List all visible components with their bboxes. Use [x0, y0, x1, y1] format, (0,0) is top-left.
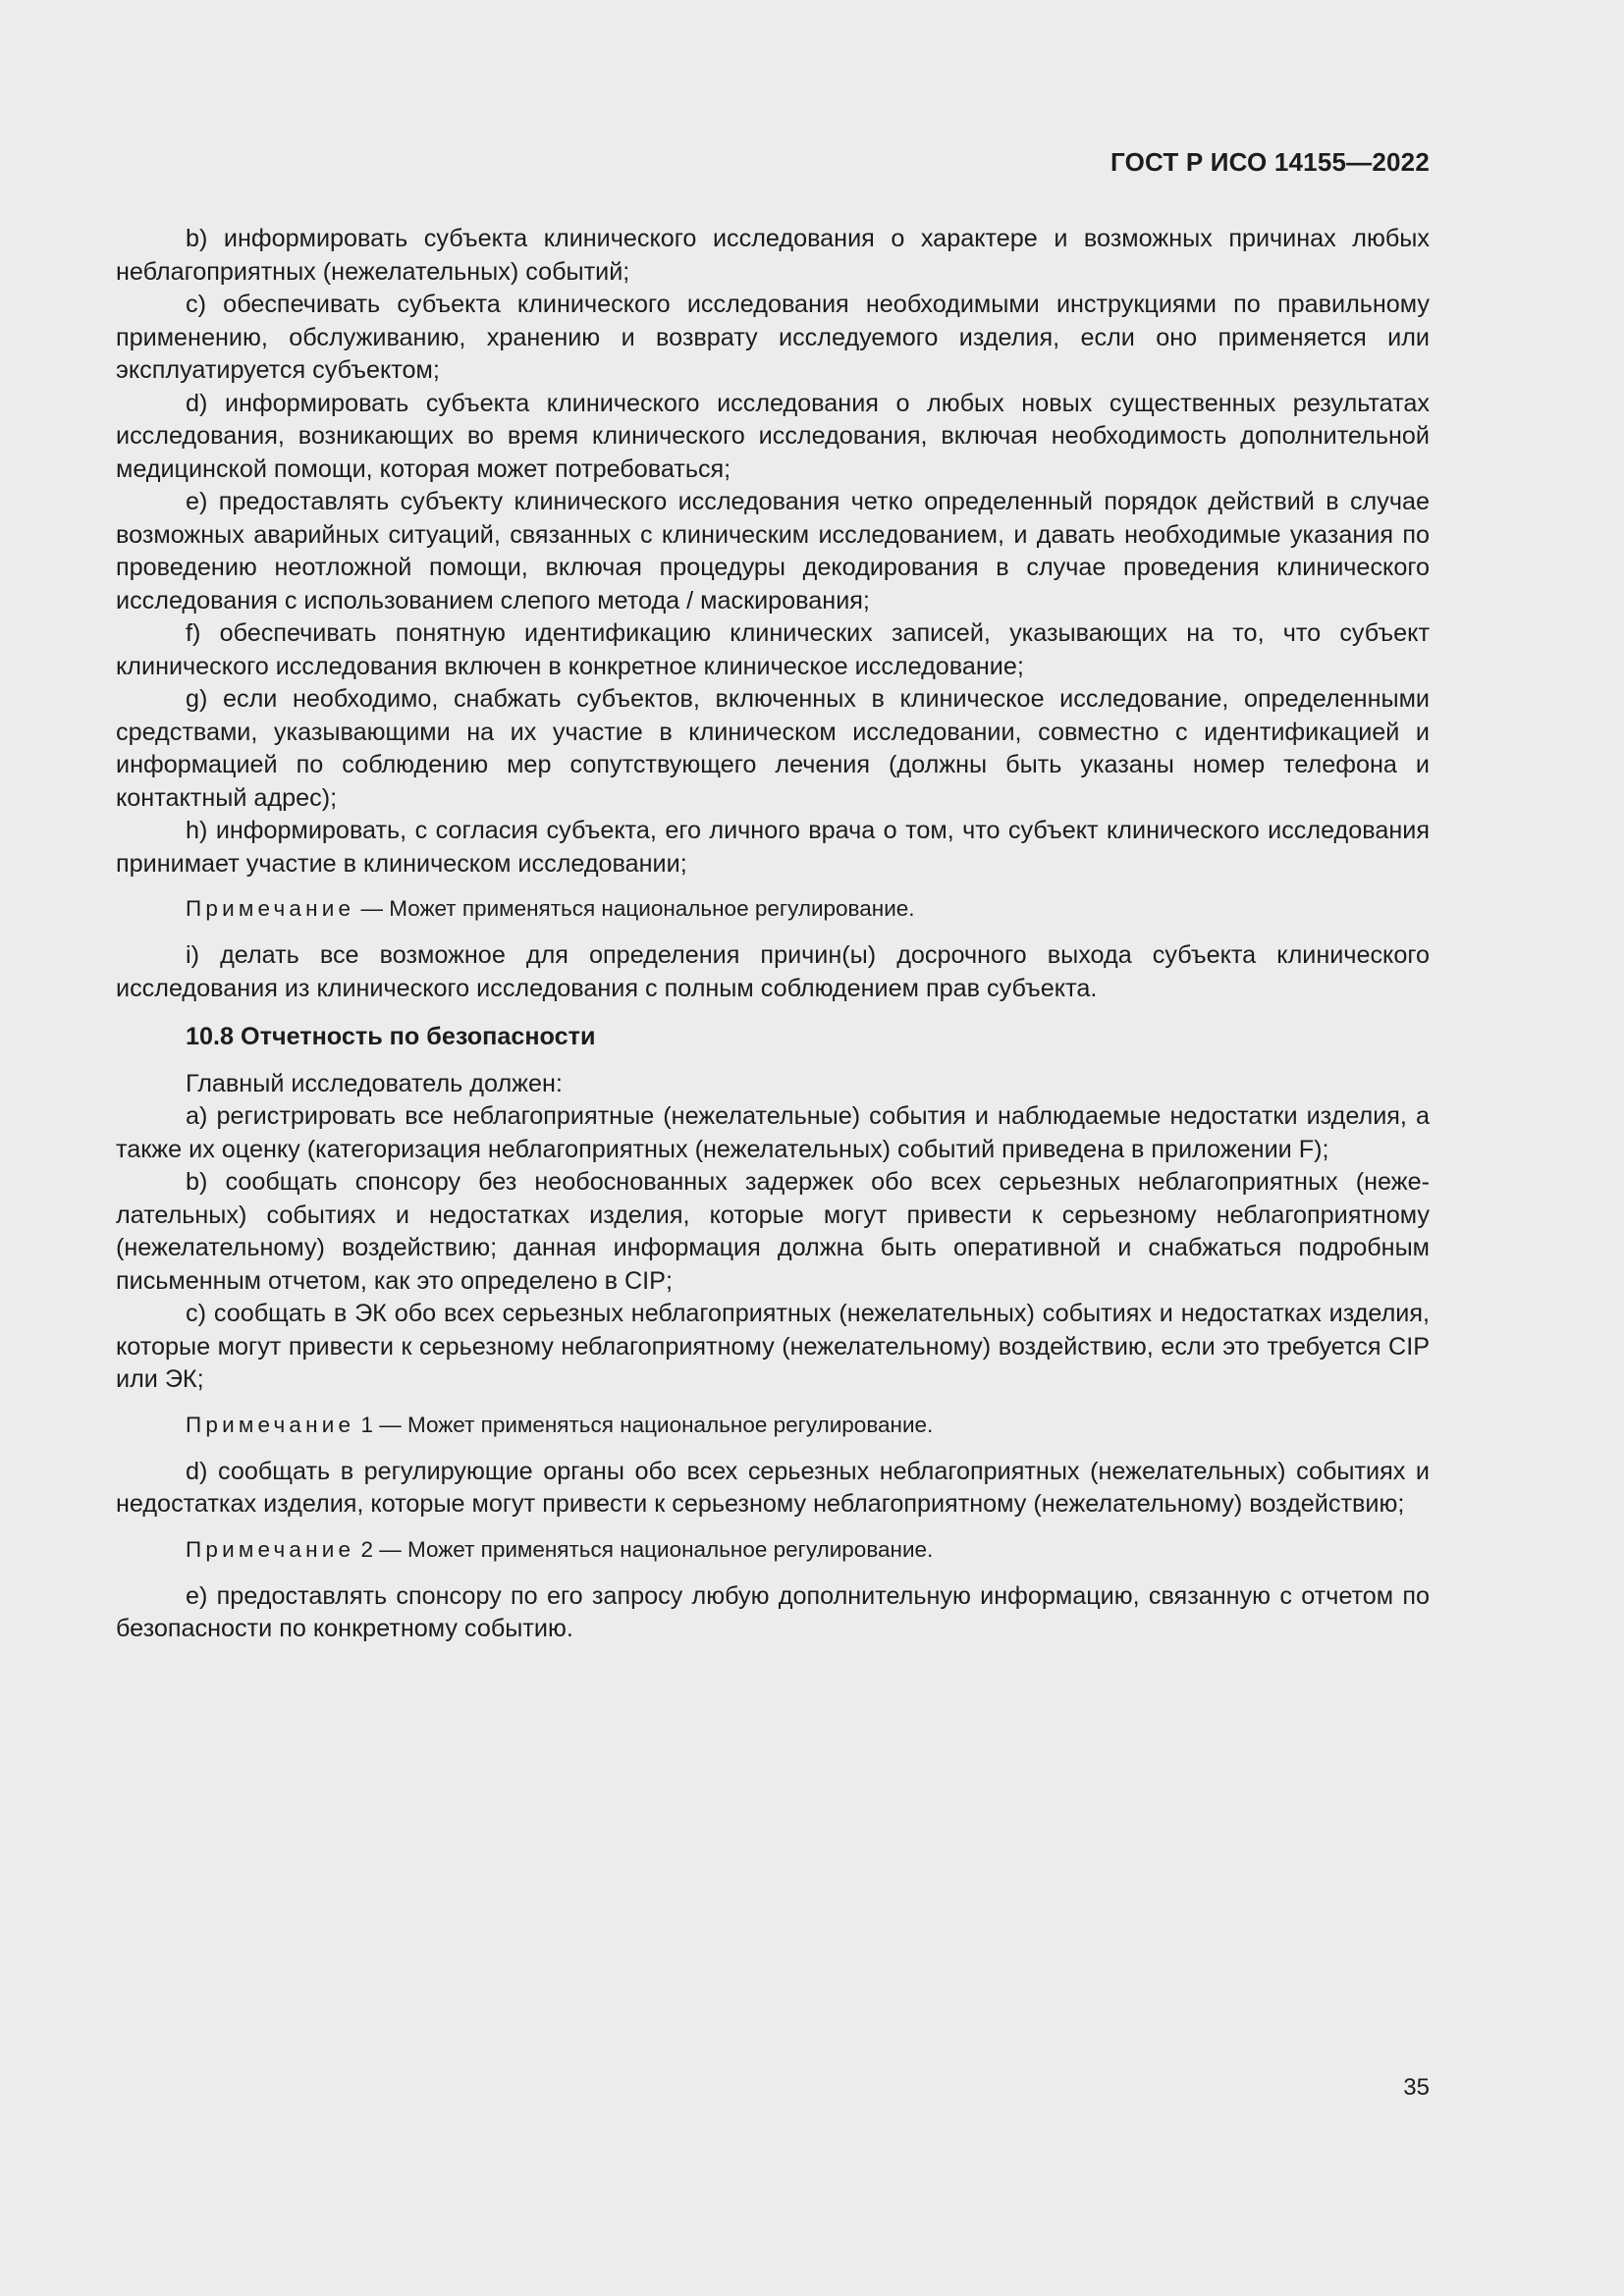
note-text: — Может применяться национальное регулирование. — [354, 896, 915, 921]
list-item-c: c) обеспечивать субъекта клинического исследования необходимыми инструкциями по правильному применению, обслуживанию, хранению и возврату исследуемого изделия, если оно применяется или эксплуатируется субъектом; — [116, 291, 1430, 384]
list-item-i: i) делать все возможное для определения причин(ы) досрочного выхода субъекта клинического исследования из клинического исследования с полным соблюдением прав субъекта. — [116, 941, 1430, 1002]
page-number: 35 — [1403, 2074, 1430, 2101]
note-1 — [116, 1411, 1430, 1440]
note-2-label: Примечание — [186, 1536, 355, 1562]
section-item-b: b) сообщать спонсору без необоснованных задержек обо всех серьезных неблагоприятных (нежелательных) событиях и недостатках изделия, которые могут привести к серьезному неблагоприятному (нежелательному) воздействию; данная информация должна быть оперативной и снабжаться подробным письменным отчетом, как это определено в CIP; — [116, 1168, 1430, 1295]
section-item-e: e) предоставлять спонсору по его запросу любую дополнительную информацию, связанную с отчетом по безопасности по конкретному событию. — [116, 1581, 1430, 1642]
document-header: ГОСТ Р ИСО 14155—2022 — [1110, 147, 1430, 177]
section-intro: Главный исследователь должен: — [186, 1069, 563, 1097]
list-item-e: e) предоставлять субъекту клинического исследования четко определенный порядок действий в случае возможных аварийных ситуаций, связанных с клиническим исследованием, и давать необходимые указания по проведению неотложной помощи, включая процедуры декодирования в случае проведения клинического исследования с использованием слепого метода / маскирования; — [116, 488, 1430, 614]
list-item-f: f) обеспечивать понятную идентификацию клинических записей, указывающих на то, что субъект клинического исследования включен в конкретное клиническое исследование; — [116, 619, 1430, 680]
list-item-g: g) если необходимо, снабжать субъектов, включенных в клиническое исследование, определенными средствами, указывающими на их участие в клиническом исследовании, совместно с идентификацией и информацией по соблюдению мер сопутствующего лечения (должны быть указаны номер телефона и контактный адрес); — [116, 685, 1430, 812]
document-body — [116, 223, 1430, 1646]
section-heading: 10.8 Отчетность по безопасности — [186, 1023, 596, 1050]
note-2-text: 2 — Может применяться национальное регулирование. — [354, 1536, 934, 1562]
section-item-a: a) регистрировать все неблагоприятные (нежелательные) события и наблюдаемые недостатки изделия, а также их оценку (категоризация неблагоприятных (нежелательных) событий приведена в приложении F); — [116, 1102, 1430, 1163]
section-item-d: d) сообщать в регулирующие органы обо всех серьезных неблагоприятных (нежелательных) событиях и недостатках изделия, которые могут привести к серьезному неблагоприятному (нежелательному) воздействию; — [116, 1457, 1430, 1518]
list-item-b: b) информировать субъекта клинического исследования о характере и возможных причинах любых неблагоприятных (нежелательных) событий; — [116, 225, 1430, 286]
list-item-d: d) информировать субъекта клинического исследования о любых новых существенных результатах исследования, возникающих во время клинического исследования, включая необходимость дополнительной медицинской помощи, которая может потребоваться; — [116, 389, 1430, 483]
note — [116, 894, 1430, 924]
note-label: Примечание — [186, 896, 355, 921]
list-item-h: h) информировать, с согласия субъекта, его личного врача о том, что субъект клинического исследования принимает участие в клиническом исследовании; — [116, 817, 1430, 878]
note-1-text: 1 — Может применяться национальное регулирование. — [354, 1412, 934, 1437]
note-1-label: Примечание — [186, 1412, 355, 1437]
section-item-c: c) сообщать в ЭК обо всех серьезных неблагоприятных (нежелательных) событиях и недостатках изделия, которые могут привести к серьезному неблагоприятному (нежелательному) воздействию, если это требуется CIP или ЭК; — [116, 1300, 1430, 1393]
note-2 — [116, 1535, 1430, 1565]
